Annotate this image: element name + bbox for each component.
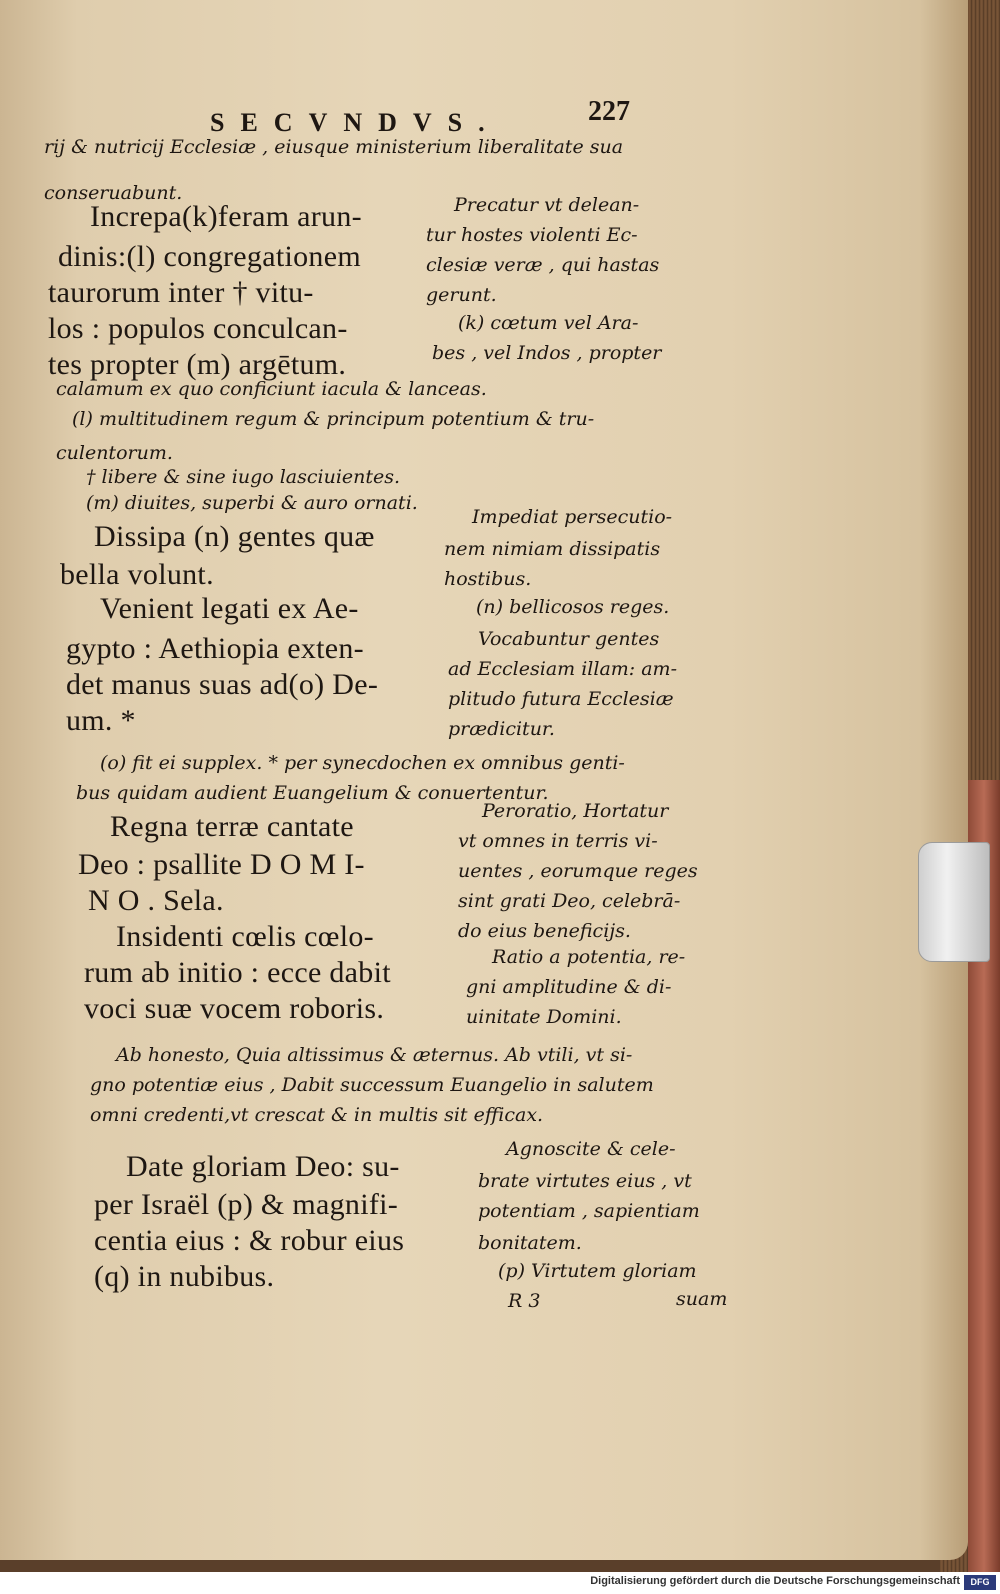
text-line: (q) in nubibus. (94, 1260, 275, 1293)
text-line: Insidenti cœlis cœlo- (116, 920, 374, 953)
margin-note-line: (k) cœtum vel Ara- (458, 312, 639, 334)
text-line: (l) multitudinem regum & principum potentium & tru- (72, 408, 595, 430)
margin-note-line: vt omnes in terris vi- (458, 830, 658, 852)
margin-note-line: Agnoscite & cele- (506, 1138, 676, 1160)
catchword: suam (676, 1288, 728, 1310)
text-line: det manus suas ad(o) De- (66, 668, 379, 701)
text-line: dinis:(l) congregationem (58, 240, 361, 273)
margin-note-line: uentes , eorumque reges (458, 860, 698, 882)
text-line: gno potentiæ eius , Dabit successum Euangelio in salutem (90, 1074, 654, 1096)
text-line: calamum ex quo conficiunt iacula & lanceas. (56, 378, 487, 400)
text-line: Dissipa (n) gentes quæ (94, 520, 375, 553)
text-line: rum ab initio : ecce dabit (84, 956, 391, 989)
text-line: Regna terræ cantate (110, 810, 354, 843)
margin-note-line: Impediat persecutio- (472, 506, 673, 528)
text-line: omni credenti,vt crescat & in multis sit efficax. (90, 1104, 544, 1126)
signature-mark: R 3 (508, 1290, 541, 1312)
margin-note-line: (n) bellicosos reges. (476, 596, 670, 618)
text-line: conseruabunt. (44, 182, 183, 204)
text-line: bella volunt. (60, 558, 214, 591)
text-line: taurorum inter † vitu- (48, 276, 314, 309)
margin-note-line: clesiæ veræ , qui hastas (426, 254, 660, 276)
text-line: Increpa(k)feram arun- (90, 200, 362, 233)
text-line: gypto : Aethiopia exten- (66, 632, 364, 665)
margin-note-line: bonitatem. (478, 1232, 582, 1254)
margin-note-line: hostibus. (444, 568, 532, 590)
margin-note-line: ad Ecclesiam illam: am- (448, 658, 677, 680)
text-line: Venient legati ex Ae- (100, 592, 359, 625)
text-line: los : populos conculcan- (48, 312, 348, 345)
margin-note-line: bes , vel Indos , propter (432, 342, 662, 364)
text-line: um. * (66, 704, 136, 737)
text-line: (m) diuites, superbi & auro ornati. (86, 492, 418, 514)
margin-note-line: uinitate Domini. (466, 1006, 622, 1028)
text-line: culentorum. (56, 442, 173, 464)
margin-note-line: plitudo futura Ecclesiæ (448, 688, 674, 710)
text-line: N O . Sela. (88, 884, 224, 917)
text-line: (o) fit ei supplex. * per synecdochen ex omnibus genti- (100, 752, 625, 774)
margin-note-line: (p) Virtutem gloriam (498, 1260, 697, 1282)
margin-note-line: tur hostes violenti Ec- (426, 224, 638, 246)
running-title: SECVNDVS. (210, 108, 501, 137)
margin-note-line: Vocabuntur gentes (478, 628, 660, 650)
text-line: per Israël (p) & magnifi- (94, 1188, 399, 1221)
margin-note-line: potentiam , sapientiam (478, 1200, 700, 1222)
margin-note-line: do eius beneficijs. (458, 920, 631, 942)
text-line: Deo : psallite D O M I- (78, 848, 365, 881)
margin-note-line: Precatur vt delean- (454, 194, 640, 216)
margin-note-line: gni amplitudine & di- (466, 976, 672, 998)
page-clip (918, 842, 990, 962)
page-number: 227 (588, 96, 630, 127)
text-line: rij & nutricij Ecclesiæ , eiusque ministerium liberalitate sua (44, 136, 624, 158)
margin-note-line: Peroratio, Hortatur (482, 800, 669, 822)
text-line: † libere & sine iugo lasciuientes. (86, 466, 401, 488)
margin-note-line: nem nimiam dissipatis (444, 538, 661, 560)
text-line: tes propter (m) argētum. (48, 348, 347, 381)
text-line: bus quidam audient Euangelium & conuertentur. (76, 782, 549, 804)
margin-note-line: prædicitur. (448, 718, 555, 740)
margin-note-line: Ratio a potentia, re- (492, 946, 686, 968)
margin-note-line: brate virtutes eius , vt (478, 1170, 692, 1192)
footer-bar (0, 1572, 1000, 1594)
text-line: centia eius : & robur eius (94, 1224, 405, 1257)
margin-note-line: sint grati Deo, celebrā- (458, 890, 681, 912)
text-line: Date gloriam Deo: su- (126, 1150, 400, 1183)
dfg-logo: DFG (964, 1575, 996, 1590)
margin-note-line: gerunt. (426, 284, 497, 306)
footer-credit: Digitalisierung gefördert durch die Deutsche Forschungsgemeinschaft (590, 1575, 960, 1587)
text-line: voci suæ vocem roboris. (84, 992, 385, 1025)
text-line: Ab honesto, Quia altissimus & æternus. Ab vtili, vt si- (116, 1044, 633, 1066)
